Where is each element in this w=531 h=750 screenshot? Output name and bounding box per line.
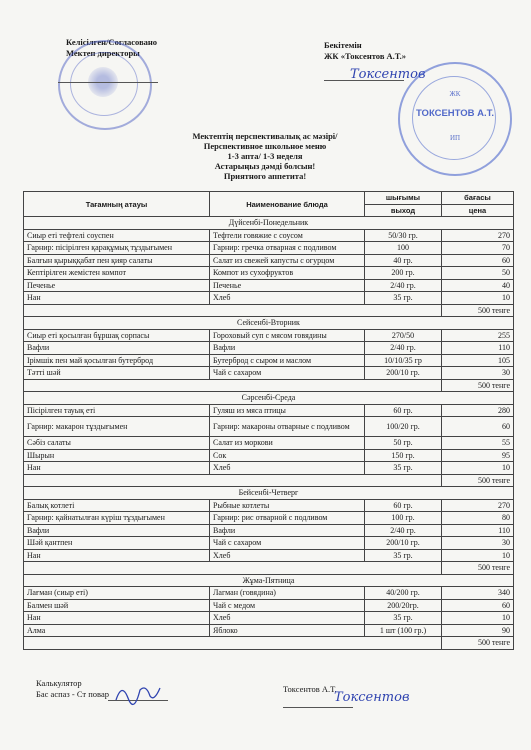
menu-row [24, 449, 514, 462]
director-underline [58, 82, 158, 83]
day-total: 500 тенге [442, 637, 514, 650]
menu-row [24, 229, 514, 242]
day-total: 500 тенге [442, 474, 514, 487]
menu-row [24, 587, 514, 600]
dish-name-kz: Балмен шәй [24, 599, 210, 612]
title-line-1: Мектептің перспективалық ас мәзірі/ [192, 131, 338, 141]
company-label: ЖК «Токсентов А.Т.» [324, 51, 406, 61]
menu-row [24, 354, 514, 367]
total-row [24, 562, 514, 575]
menu-row [24, 537, 514, 550]
dish-name-kz: Гарнир: қайнатылған күріш тұздығымен [24, 512, 210, 525]
day-name: Бейсенбі-Четверг [24, 487, 514, 500]
dish-name-kz: Шәй қантпен [24, 537, 210, 550]
dish-name-kz: Сиыр еті қосылған бұршақ сорпасы [24, 329, 210, 342]
dish-output: 50/30 гр. [365, 229, 442, 242]
menu-row [24, 524, 514, 537]
dish-price: 255 [442, 329, 514, 342]
total-row [24, 379, 514, 392]
dish-price: 80 [442, 512, 514, 525]
menu-row [24, 624, 514, 637]
dish-output: 40 гр. [365, 254, 442, 267]
menu-row [24, 599, 514, 612]
day-row [24, 317, 514, 330]
title-line-3: 1-3 апта/ 1-3 неделя [227, 151, 303, 161]
dish-output: 2/40 гр. [365, 279, 442, 292]
dish-output: 35 гр. [365, 462, 442, 475]
dish-name-kz: Нан [24, 549, 210, 562]
dish-name-ru: Гарнир: макароны отварные с подливом [210, 417, 365, 437]
dish-output: 200 гр. [365, 267, 442, 280]
dish-price: 110 [442, 524, 514, 537]
dish-name-ru: Сок [210, 449, 365, 462]
dish-name-kz: Лағман (сиыр еті) [24, 587, 210, 600]
menu-row [24, 549, 514, 562]
dish-price: 60 [442, 599, 514, 612]
chef-signature [112, 680, 162, 710]
menu-row [24, 329, 514, 342]
total-spacer [24, 379, 442, 392]
signer-name: Токсентов А.Т. [283, 684, 337, 694]
dish-price: 110 [442, 342, 514, 355]
dish-name-ru: Яблоко [210, 624, 365, 637]
title-line-5: Приятного аппетита! [223, 171, 307, 181]
dish-price: 40 [442, 279, 514, 292]
menu-row [24, 292, 514, 305]
dish-output: 35 гр. [365, 549, 442, 562]
dish-output: 60 гр. [365, 499, 442, 512]
header-price-ru: цена [442, 204, 514, 217]
dish-name-ru: Тефтели говяжие с соусом [210, 229, 365, 242]
dish-name-ru: Хлеб [210, 612, 365, 625]
menu-row [24, 367, 514, 380]
director-label: Мектеп директоры [66, 48, 140, 58]
dish-output: 100 гр. [365, 512, 442, 525]
menu-row [24, 342, 514, 355]
dish-output: 100 [365, 242, 442, 255]
dish-price: 90 [442, 624, 514, 637]
total-spacer [24, 637, 442, 650]
dish-output: 1 шт (100 гр.) [365, 624, 442, 637]
title-line-2: Перспективное школьное меню [203, 141, 327, 151]
total-row [24, 304, 514, 317]
dish-output: 200/10 гр. [365, 367, 442, 380]
dish-name-ru: Хлеб [210, 549, 365, 562]
dish-name-kz: Шырын [24, 449, 210, 462]
dish-name-ru: Вафли [210, 342, 365, 355]
total-spacer [24, 474, 442, 487]
chef-label: Бас аспаз - Ст повар [36, 689, 109, 699]
dish-price: 70 [442, 242, 514, 255]
dish-name-kz: Ірімшік пен май қосылған бутерброд [24, 354, 210, 367]
header-ru-name: Наименование блюда [210, 192, 365, 217]
dish-output: 50 гр. [365, 437, 442, 450]
dish-price: 55 [442, 437, 514, 450]
dish-name-kz: Вафли [24, 524, 210, 537]
day-row [24, 392, 514, 405]
day-row [24, 487, 514, 500]
stamp-bottom-text: ИП [449, 134, 461, 142]
agreed-label: Келісілген/Согласовано [66, 37, 158, 47]
menu-row [24, 404, 514, 417]
dish-price: 10 [442, 462, 514, 475]
dish-price: 340 [442, 587, 514, 600]
dish-name-kz: Алма [24, 624, 210, 637]
menu-row [24, 499, 514, 512]
dish-output: 2/40 гр. [365, 524, 442, 537]
dish-name-kz: Сиыр еті тефтелі соуспен [24, 229, 210, 242]
dish-name-kz: Пісірілген тауық еті [24, 404, 210, 417]
day-row [24, 574, 514, 587]
calculator-label: Калькулятор [36, 678, 82, 688]
menu-row [24, 462, 514, 475]
dish-output: 40/200 гр. [365, 587, 442, 600]
dish-name-kz: Вафли [24, 342, 210, 355]
menu-row [24, 267, 514, 280]
dish-name-kz: Кептірілген жемістен компот [24, 267, 210, 280]
dish-output: 35 гр. [365, 292, 442, 305]
menu-row [24, 512, 514, 525]
dish-price: 60 [442, 254, 514, 267]
dish-price: 10 [442, 612, 514, 625]
menu-row [24, 279, 514, 292]
dish-name-ru: Бутерброд с сыром и маслом [210, 354, 365, 367]
dish-name-ru: Чай с сахаром [210, 367, 365, 380]
dish-price: 50 [442, 267, 514, 280]
dish-name-ru: Лагман (говядина) [210, 587, 365, 600]
header-kz-name: Тағамның атауы [24, 192, 210, 217]
day-name: Дүйсенбі-Понедельник [24, 217, 514, 230]
dish-output: 200/10 гр. [365, 537, 442, 550]
dish-name-ru: Вафли [210, 524, 365, 537]
dish-price: 280 [442, 404, 514, 417]
dish-name-kz: Сәбіз салаты [24, 437, 210, 450]
dish-price: 270 [442, 499, 514, 512]
header-output-kz: шығымы [365, 192, 442, 205]
menu-row [24, 242, 514, 255]
dish-name-ru: Печенье [210, 279, 365, 292]
dish-name-ru: Компот из сухофруктов [210, 267, 365, 280]
dish-name-kz: Гарнир: макарон тұздығымен [24, 417, 210, 437]
dish-name-kz: Нан [24, 292, 210, 305]
dish-name-ru: Салат из моркови [210, 437, 365, 450]
menu-row [24, 417, 514, 437]
dish-output: 200/20гр. [365, 599, 442, 612]
dish-name-ru: Чай с медом [210, 599, 365, 612]
day-row [24, 217, 514, 230]
dish-price: 95 [442, 449, 514, 462]
dish-name-kz: Нан [24, 462, 210, 475]
approve-label: Бекітемін [324, 40, 362, 50]
signer-underline [283, 707, 353, 708]
dish-name-ru: Хлеб [210, 292, 365, 305]
day-name: Сәрсенбі-Среда [24, 392, 514, 405]
dish-name-kz: Балық котлеті [24, 499, 210, 512]
menu-body [24, 217, 514, 650]
dish-output: 2/40 гр. [365, 342, 442, 355]
menu-row [24, 437, 514, 450]
dish-output: 35 гр. [365, 612, 442, 625]
dish-price: 10 [442, 292, 514, 305]
dish-output: 100/20 гр. [365, 417, 442, 437]
day-name: Жұма-Пятница [24, 574, 514, 587]
menu-table [23, 191, 514, 650]
dish-output: 270/50 [365, 329, 442, 342]
school-stamp [58, 40, 152, 130]
dish-name-kz: Балғын қырыққабат пен қияр салаты [24, 254, 210, 267]
total-spacer [24, 304, 442, 317]
stamp-top-text: ЖК [449, 90, 461, 98]
day-total: 500 тенге [442, 562, 514, 575]
dish-output: 150 гр. [365, 449, 442, 462]
dish-name-ru: Гарнир: рис отварной с подливом [210, 512, 365, 525]
signer-signature: Токсентов [334, 690, 410, 705]
menu-row [24, 254, 514, 267]
dish-name-ru: Чай с сахаром [210, 537, 365, 550]
dish-name-ru: Салат из свежей капусты с огурцом [210, 254, 365, 267]
day-total: 500 тенге [442, 304, 514, 317]
total-row [24, 474, 514, 487]
header-output-ru: выход [365, 204, 442, 217]
approve-signature: Токсентов [350, 67, 426, 82]
dish-price: 30 [442, 367, 514, 380]
day-name: Сейсенбі-Вторник [24, 317, 514, 330]
dish-name-kz: Печенье [24, 279, 210, 292]
dish-output: 10/10/35 гр [365, 354, 442, 367]
header-price-kz: бағасы [442, 192, 514, 205]
title-line-4: Астарыңыз дәмді болсын! [214, 161, 316, 171]
total-row [24, 637, 514, 650]
dish-name-ru: Гороховый суп с мясом говядины [210, 329, 365, 342]
dish-name-ru: Хлеб [210, 462, 365, 475]
dish-name-ru: Гуляш из мяса птицы [210, 404, 365, 417]
dish-price: 60 [442, 417, 514, 437]
dish-name-ru: Гарнир: гречка отварная с подливом [210, 242, 365, 255]
total-spacer [24, 562, 442, 575]
dish-name-kz: Нан [24, 612, 210, 625]
dish-price: 105 [442, 354, 514, 367]
dish-name-kz: Гарнир: пісірілген қарақұмық тұздығымен [24, 242, 210, 255]
dish-price: 30 [442, 537, 514, 550]
dish-output: 60 гр. [365, 404, 442, 417]
dish-price: 10 [442, 549, 514, 562]
menu-row [24, 612, 514, 625]
day-total: 500 тенге [442, 379, 514, 392]
dish-name-kz: Тәтті шәй [24, 367, 210, 380]
stamp-name: ТОКСЕНТОВ А.Т. [415, 108, 494, 119]
dish-name-ru: Рыбные котлеты [210, 499, 365, 512]
dish-price: 270 [442, 229, 514, 242]
